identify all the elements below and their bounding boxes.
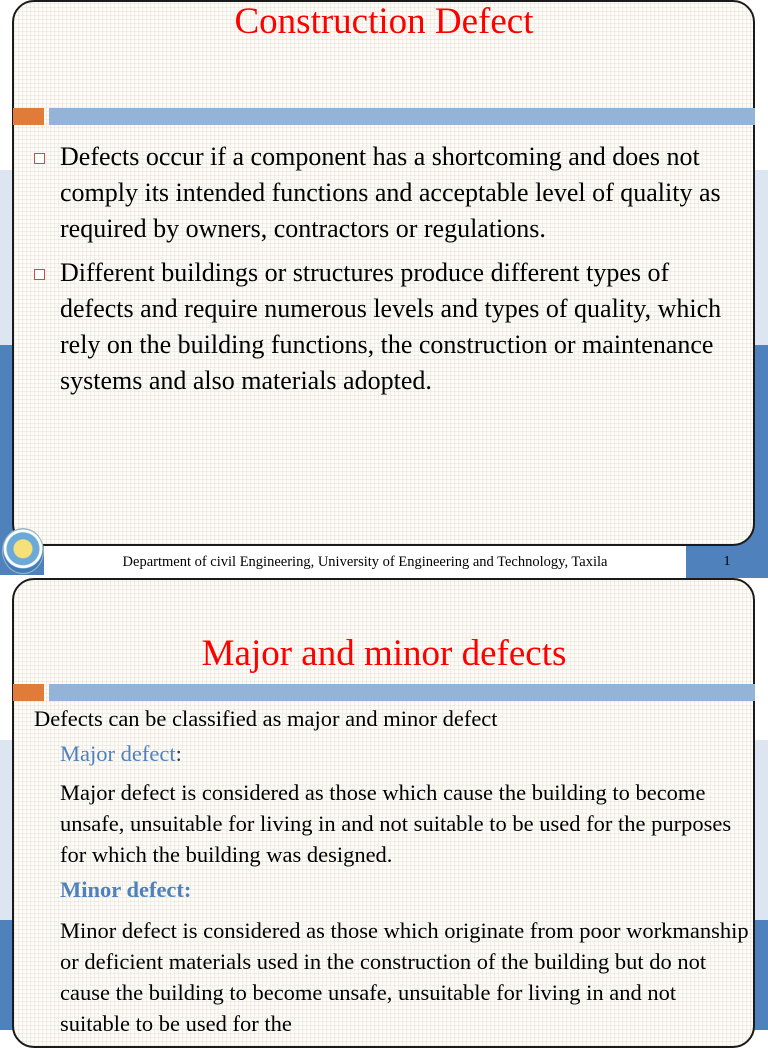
bullet-text: Different buildings or structures produce different types of defects and require numerous levels and types of quality, which rely on the building functions, the construction or maintenance systems and also materials adopted.: [60, 258, 722, 395]
slide-2-intro: Defects can be classified as major and minor defect: [34, 706, 498, 731]
university-logo-icon: [2, 528, 44, 574]
slide-2-accent-bar: [13, 684, 755, 701]
major-defect-heading-colon: :: [175, 741, 182, 766]
bullet-item: [32, 139, 737, 247]
bullet-item: [32, 255, 737, 399]
major-defect-text: Major defect is considered as those which cause the building to become unsafe, unsuitable for living in and not suitable to be used for the purposes for which the building was designed.: [60, 780, 732, 867]
accent-blue-bar: [49, 684, 755, 701]
major-defect-heading: [60, 741, 182, 767]
bullet-text: Defects occur if a component has a shortcoming and does not comply its intended functions and acceptable level of quality as required by owners, contractors or regulations.: [60, 142, 721, 243]
slide-2-title: Major and minor defects: [201, 633, 567, 674]
accent-orange-block: [13, 108, 44, 125]
minor-defect-heading: Minor defect:: [60, 877, 192, 902]
slide-1-accent-bar: [13, 108, 755, 125]
footer-page-number: 1: [686, 546, 768, 578]
square-bullet-icon: [34, 153, 45, 164]
major-defect-heading-label: Major defect: [60, 741, 176, 766]
accent-orange-block: [13, 684, 44, 701]
footer-department-text: Department of civil Engineering, University of Engineering and Technology, Taxila: [44, 546, 686, 579]
slide-footer: [0, 546, 768, 578]
slide-1-title: Construction Defect: [234, 1, 534, 42]
square-bullet-icon: [34, 269, 45, 280]
minor-defect-text: Minor defect is considered as those which originate from poor workmanship or deficient materials used in the construction of the building but do not cause the building to become unsafe, unsuitable for living in and not suitable to be used for the: [60, 918, 749, 1036]
slide-1-bullet-list: [32, 139, 737, 407]
accent-blue-bar: [49, 108, 755, 125]
